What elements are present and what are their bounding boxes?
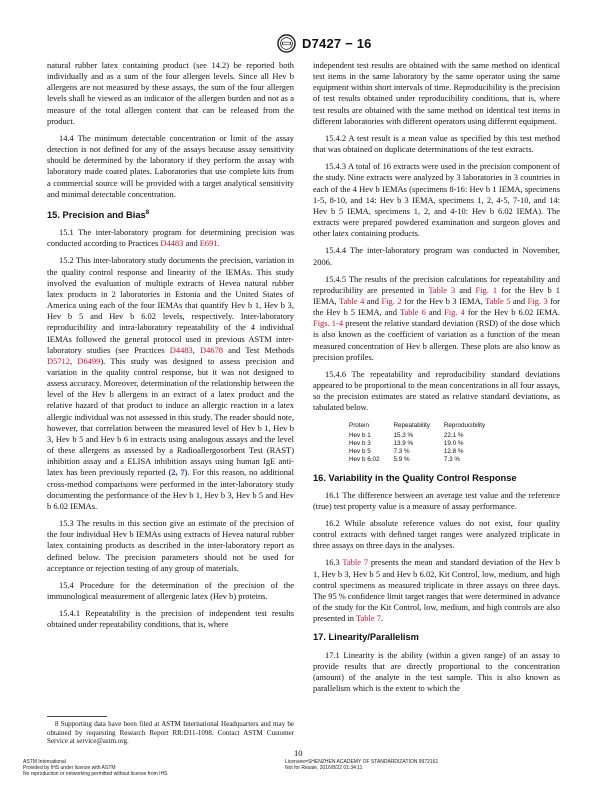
table-cell: Hev b 6.02 bbox=[349, 456, 380, 464]
paragraph-15-4-6: 15.4.6 The repeatability and reproducibility standard deviations appeared to be proportional to the mean concentrations in all four assays, so the precision estimates are stated as relative standard deviations, as tabulated below. bbox=[313, 368, 560, 413]
link-e691[interactable]: E691 bbox=[199, 238, 218, 249]
text-run: presents the mean and standard deviation of the Hev b 1, Hev b 3, Hev b 5 and Hev b 6.02, Kit Control, low, medium, and high control specimens as measured triplicate in three assays on three days. The 95 % confidence limit target ranges that were determined in advance of the study for the Kit Control, low, medium, and high controls are also presented in bbox=[313, 557, 561, 624]
table-cell: 15.3 % bbox=[393, 431, 414, 439]
citation-ref[interactable]: (2, 7) bbox=[168, 467, 188, 478]
table-cell: 22.1 % bbox=[443, 431, 464, 439]
footnote-marker: 8 bbox=[145, 209, 150, 216]
table-cell: 7.3 % bbox=[393, 448, 410, 456]
link-table-4[interactable]: Table 4 bbox=[339, 295, 365, 306]
paragraph-15-4-5 bbox=[313, 274, 560, 363]
text-run: for the Hev b 5 IEMA, and bbox=[313, 295, 560, 318]
paragraph-15-4-1: 15.4.1 Repeatability is the precision of independent test results obtained under repeatability conditions, that is, where bbox=[47, 608, 294, 630]
text-run: for the Hev b 3 IEMA, bbox=[401, 295, 486, 306]
footer-line: Licensee=SHENZHEN ACADEMY OF STANDARDIZATION 9972161 bbox=[285, 759, 439, 765]
table-cell: Hev b 1 bbox=[349, 431, 371, 439]
section-heading-15 bbox=[47, 208, 294, 221]
text-run: . bbox=[217, 238, 220, 249]
link-d4483[interactable]: D4483 bbox=[169, 344, 193, 355]
paragraph-continuation: independent test results are obtained with the same method on identical test items in the same laboratory by the same operator using the same equipment within short intervals of time. Reproducibility is the precision of test results obtained under reproducibility conditions, that is, where test results are obtained with the same method on identical test items in different laboratories with different operators using different equipment. bbox=[313, 60, 560, 126]
text-run: and bbox=[364, 295, 382, 306]
footer-line: Provided by IHS under license with ASTM bbox=[23, 764, 116, 771]
table-row bbox=[349, 440, 499, 448]
footer-license-left bbox=[23, 760, 168, 778]
link-fig-3[interactable]: Fig. 3 bbox=[527, 295, 548, 306]
footer-license-right bbox=[285, 760, 438, 772]
text-run: . bbox=[380, 613, 384, 624]
table-cell: 12.8 % bbox=[443, 448, 464, 456]
table-cell: Hev b 5 bbox=[349, 448, 371, 456]
footer-line: No reproduction or networking permitted without license from IHS bbox=[23, 770, 168, 777]
text-run: 16.3 bbox=[325, 557, 343, 568]
paragraph-16-2: 16.2 While absolute reference values do not exist, four quality control extracts with defined target ranges were analyzed triplicate in three assays on three days in the analyses. bbox=[313, 517, 560, 551]
paragraph-16-3 bbox=[313, 557, 560, 624]
table-row bbox=[349, 432, 499, 440]
text-run: 15.4.5 The results of the precision calculations for repeatability and reproducibility are presented in bbox=[313, 273, 560, 295]
precision-table-header-row bbox=[349, 420, 499, 432]
footnote: 8 Supporting data have been filed at ASTM International Headquarters and may be obtained by requesting Research Report RR:D11-1098. Contact ASTM Customer Service at service@astm.org. bbox=[47, 720, 294, 746]
table-cell: 13.9 % bbox=[393, 439, 414, 447]
text-run: , bbox=[69, 355, 78, 366]
column-header: Repeatability bbox=[393, 421, 430, 429]
section-heading-17: 17. Linearity/Parallelism bbox=[313, 632, 419, 643]
text-run: for the Hev b 6.02 IEMA. bbox=[464, 307, 560, 318]
page-number: 10 bbox=[294, 748, 303, 758]
section-heading-16: 16. Variability in the Quality Control Response bbox=[313, 472, 517, 483]
table-row bbox=[349, 456, 499, 464]
link-table-3[interactable]: Table 3 bbox=[428, 284, 456, 295]
column-header: Protein bbox=[349, 421, 369, 429]
text-run: ). This study was designed to assess precision and variation in the quality control response, but it was not designed to assess accuracy. Moreover, determination of the relationship between the level of the Hev b allergens in an extract of a latex product and the relative hazard of that product to induce an allergic reaction in a latex allergic individual was not assessed in this study. The reader should note, however, that correlation between the measured level of Hev b 1, Hev b 3, Hev b 5 and Hev b 6 in extracts using analogous assays and the level of these allergens as assessed by a Radioallergosorbent Test (RAST) inhibition assay and a ELISA inhibition assays using human IgE anti-latex has been previously reported bbox=[47, 355, 294, 478]
text-run: 15.1 The inter-laboratory program for determining precision was conducted according to Practices bbox=[47, 227, 294, 249]
paragraph-15-2 bbox=[47, 255, 294, 512]
paragraph-17-1: 17.1 Linearity is the ability (within a given range) of an assay to provide results that are directly proportional to the concentration (amount) of the analyte in the test sample. This is also known as parallelism which is the extent to which the bbox=[313, 649, 560, 693]
text-run: 15.2 This inter-laboratory study documents the precision, variation in the quality control response and linearity of the IEMAs. This study involved the evaluation of multiple extracts of Hevea natural rubber latex products in 2 laboratories in Estonia and the United States of America using each of the four IEMAs that quantify Hev b 1, Hev b 3, Hev b 5 and Hev b 6.02 levels, respectively. Inter-laboratory reproducibility and intra-laboratory repeatability of the 4 individual IEMAs followed the general protocol used in previous ASTM inter-laboratory studies (see Practices bbox=[47, 255, 294, 355]
precision-table bbox=[349, 420, 499, 465]
link-d6499[interactable]: D6499 bbox=[77, 355, 101, 366]
column-header: Reproducibility bbox=[443, 421, 486, 429]
link-table-7[interactable]: Table 7 bbox=[342, 557, 369, 568]
right-column bbox=[313, 60, 560, 700]
paragraph-15-3: 15.3 The results in this section give an estimate of the precision of the four individual Hev b IEMAs using extracts of Hevea natural rubber latex containing products as described in the inter-laboratory report as defined below. The precision parameters should not be used for acceptance or rejection testing of any group of materials. bbox=[47, 518, 294, 573]
link-figs-1-4[interactable]: Figs. 1-4 bbox=[313, 318, 344, 329]
footer-line: Not for Resale, 2016/8/22 01:34:11 bbox=[285, 764, 363, 771]
standard-designation: D7427 − 16 bbox=[302, 36, 372, 51]
text-run: and bbox=[455, 284, 476, 295]
text-run: . For this reason, no additional cross-method comparisons were performed in the inter-laboratory study documenting the performance of the Hev b 1, Hev b 3, Hev b 5 and Hev b 6.02 IEMAs. bbox=[47, 467, 294, 511]
link-table-5[interactable]: Table 5 bbox=[485, 295, 511, 306]
link-d5712[interactable]: D5712 bbox=[47, 355, 70, 366]
link-d4483[interactable]: D4483 bbox=[160, 238, 184, 249]
text-run: and bbox=[425, 307, 445, 318]
table-cell: 19.0 % bbox=[443, 439, 464, 447]
paragraph-15-4-3: 15.4.3 A total of 16 extracts were used in the precision component of the study. Nine extracts were analyzed by 3 laboratories in 3 countries in each of the 4 Hev b IEMAs (specimens 8-16: Hev b 1 IEMA, specimens 1-5, 8-10, and 14: Hev b 3 IEMA, specimens 1, 2, 4-5, 7-10, and 14: Hev b 5 IEMA, specimens 1, 2, and 4-10: Hev b 6.02 IEMA). The extracts were prepared powdered examination and surgeon gloves and other latex containing products. bbox=[313, 161, 560, 239]
left-column bbox=[47, 60, 294, 636]
paragraph-16-1: 16.1 The difference between an average test value and the reference (true) test property value is a measure of assay performance. bbox=[313, 489, 560, 511]
text-run: and Test Methods bbox=[223, 344, 294, 355]
paragraph-14-4: 14.4 The minimum detectable concentration or limit of the assay detection is not defined for any of the assays because assay sensitivity should be determined by the laboratory if they perform the assay with laboratory made coated plates. Laboratories that use complete kits from a commercial source will be provided with a target analytical sensitivity and minimal detectable concentration. bbox=[47, 132, 294, 199]
paragraph-15-4-4: 15.4.4 The inter-laboratory program was conducted in November, 2006. bbox=[313, 245, 560, 267]
paragraph-15-1 bbox=[47, 227, 294, 249]
table-row bbox=[349, 448, 499, 456]
link-table-7[interactable]: Table 7 bbox=[355, 613, 381, 624]
paragraph-15-4: 15.4 Procedure for the determination of the precision of the immunological measurement of allergenic latex (Hev b) proteins. bbox=[47, 579, 294, 601]
text-run: and bbox=[510, 295, 528, 306]
text-run: and bbox=[183, 238, 200, 249]
table-cell: 7.3 % bbox=[443, 456, 460, 464]
link-fig-1[interactable]: Fig. 1 bbox=[475, 284, 498, 295]
link-d4678[interactable]: D4678 bbox=[200, 344, 224, 355]
astm-logo bbox=[277, 34, 296, 53]
link-table-6[interactable]: Table 6 bbox=[399, 307, 426, 318]
text-run: , bbox=[192, 344, 201, 355]
text-run: for the Hev b 1 IEMA, bbox=[313, 284, 560, 306]
link-fig-4[interactable]: Fig. 4 bbox=[444, 307, 465, 318]
paragraph-continuation: natural rubber latex containing product (see 14.2) be reported both individually and as a sum of the four allergen levels. Since all Hev b allergens are not measured by these assays, the sum of the four allergen levels shall be viewed as an indicator of the allergen burden and not as a measure of the total allergen content that can be released from the product. bbox=[47, 60, 294, 126]
paragraph-15-4-2: 15.4.2 A test result is a mean value as specified by this test method that was obtained on duplicate determinations of the test extracts. bbox=[313, 132, 560, 155]
table-cell: Hev b 3 bbox=[349, 439, 371, 447]
table-cell: 5.9 % bbox=[393, 456, 410, 464]
section-heading-15-text: 15. Precision and Bias bbox=[47, 209, 146, 220]
link-fig-2[interactable]: Fig. 2 bbox=[381, 295, 402, 306]
text-run: present the relative standard deviation (RSD) of the dose which is also known as the coefficient of variation as a function of the mean measured concentration of Hev b allergen. These plots are also know as precision profiles. bbox=[313, 318, 561, 362]
footer-line: ASTM International bbox=[23, 759, 66, 765]
footnote-divider bbox=[47, 716, 107, 717]
